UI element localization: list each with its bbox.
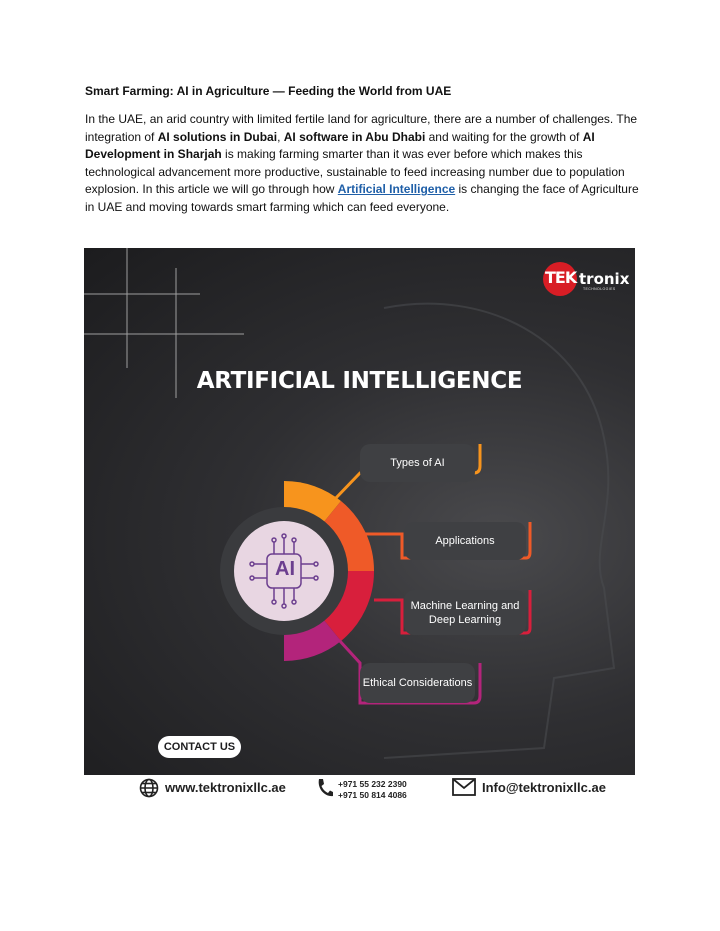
intro-bold-1: AI solutions in Dubai <box>157 129 278 144</box>
intro-bold-3: AI Development in Sharjah <box>85 129 595 162</box>
topic-box-machine-learning <box>404 590 526 635</box>
contact-footer <box>84 775 635 805</box>
logo-text: tronix <box>579 270 630 288</box>
intro-bold-2: AI software in Abu Dhabi <box>283 129 426 144</box>
phone-number-1: +971 55 232 2390 <box>338 779 407 789</box>
website-text: www.tektronixllc.ae <box>165 780 286 795</box>
intro-text-1: In the UAE, an arid country with limited fertile land for agriculture, there are a number of challenges. The integration of <box>85 112 638 144</box>
globe-icon <box>139 778 159 798</box>
topic-box-ethical-considerations <box>360 663 475 703</box>
intro-text-3: and waiting for the growth of <box>425 129 583 144</box>
intro-text-2: , <box>277 129 284 144</box>
artificial-intelligence-link[interactable]: Artificial Intelligence <box>337 182 456 197</box>
topic-label: Machine Learning and Deep Learning <box>410 599 520 626</box>
intro-text-4: is making farming smarter than it was ever before which makes this technological advancement more productive, sustainable to feed increasing number due to population explosion. In this article we will go through how <box>85 147 625 197</box>
topic-box-types-of-ai <box>360 444 475 482</box>
ai-chip-label: AI <box>275 557 295 580</box>
page-title: Smart Farming: AI in Agriculture — Feeding the World from UAE <box>85 84 452 98</box>
ai-banner-image <box>84 248 635 775</box>
phone-icon <box>316 778 334 798</box>
logo-subtitle: TECHNOLOGIES <box>583 287 616 291</box>
topic-box-applications <box>404 522 526 560</box>
email-text: Info@tektronixllc.ae <box>482 780 606 795</box>
banner-headline: ARTIFICIAL INTELLIGENCE <box>196 368 523 394</box>
topic-label: Types of AI <box>390 457 445 469</box>
contact-us-button: CONTACT US <box>158 736 241 758</box>
logo-mark: TEK <box>545 268 577 287</box>
topic-label: Applications <box>435 535 495 547</box>
intro-paragraph <box>85 111 640 217</box>
tektronix-logo <box>543 262 633 296</box>
phone-number-2: +971 50 814 4086 <box>338 790 407 800</box>
topic-label: Ethical Considerations <box>362 677 473 689</box>
mail-icon <box>452 778 476 796</box>
intro-text-5: is changing the face of Agriculture in UAE and moving towards smart farming which can feed everyone. <box>85 182 639 214</box>
